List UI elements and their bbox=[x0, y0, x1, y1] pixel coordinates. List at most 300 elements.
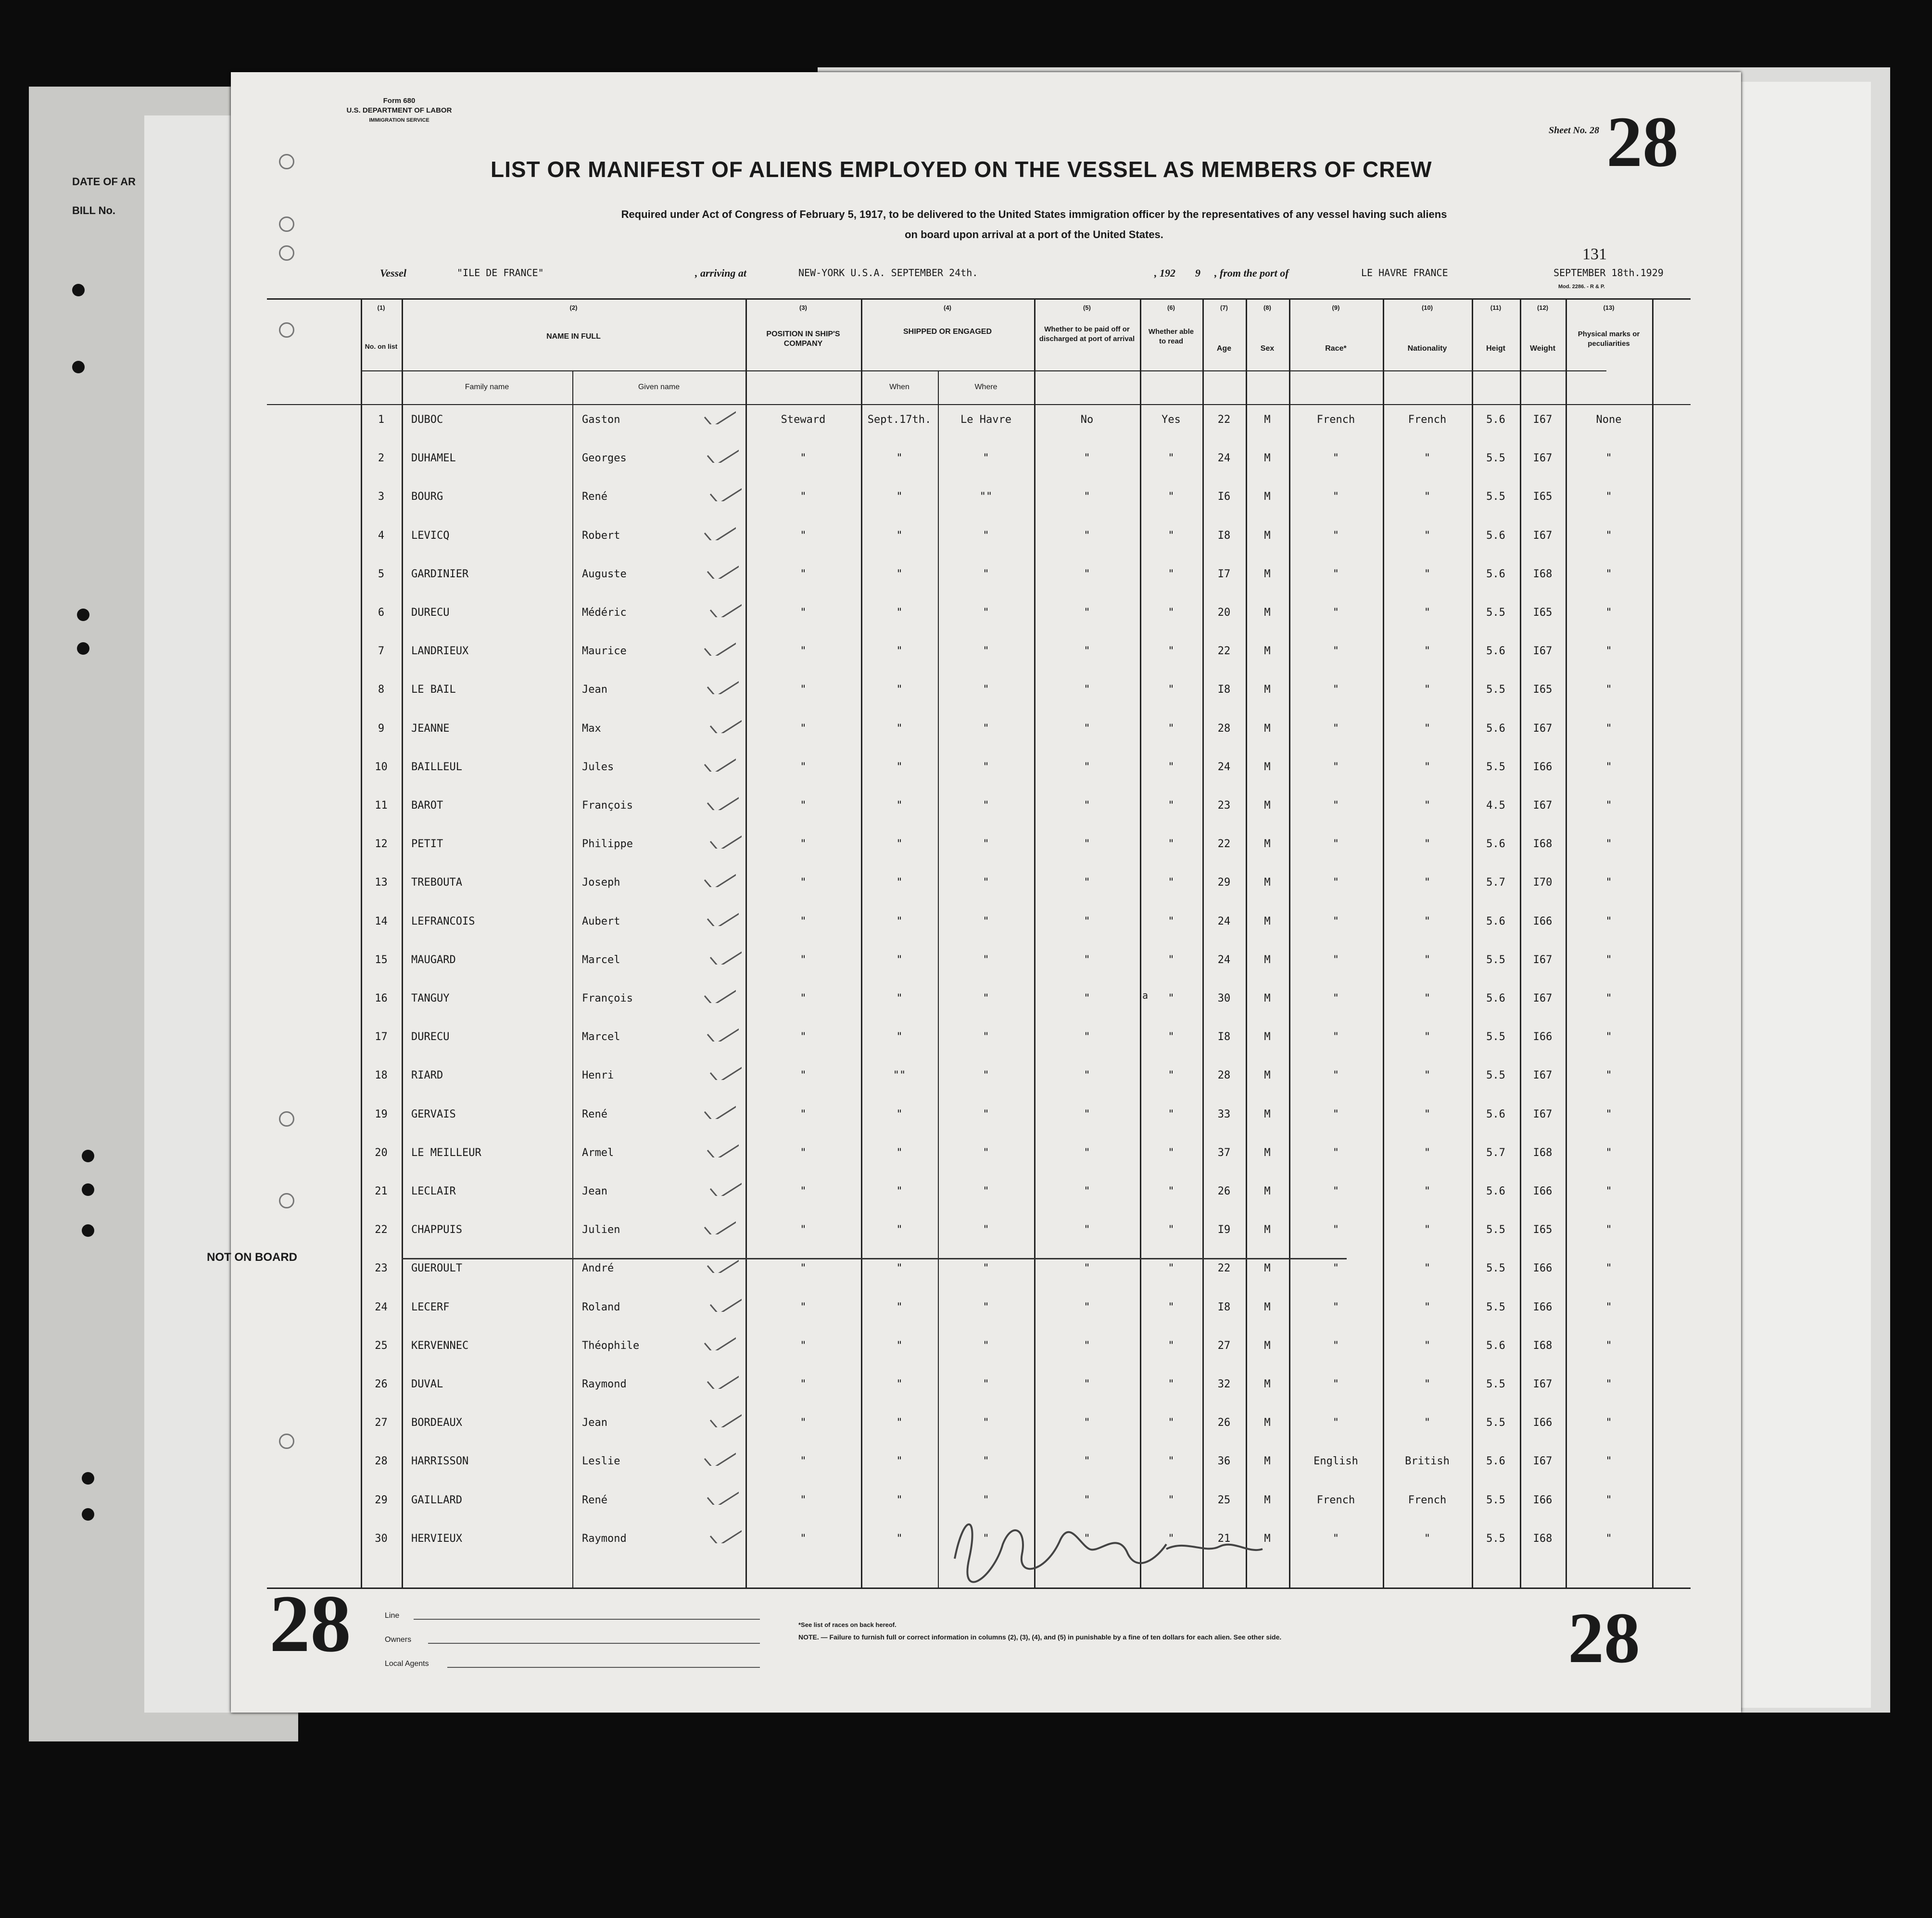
check-mark-icon bbox=[702, 984, 736, 1003]
cell-nat: " bbox=[1424, 1069, 1431, 1082]
cell-paid: " bbox=[1084, 1146, 1090, 1159]
cell-read: " bbox=[1168, 992, 1174, 1004]
sheet-number-label bbox=[1549, 125, 1599, 136]
footer-sheet-number-right: 28 bbox=[1568, 1598, 1640, 1678]
table-bottom-border bbox=[267, 1588, 1691, 1589]
cell-position: " bbox=[800, 1378, 807, 1390]
cell-weight: I65 bbox=[1533, 491, 1553, 503]
cell-height: 5.6 bbox=[1486, 645, 1505, 658]
cell-nat: " bbox=[1424, 1417, 1431, 1429]
cell-position: " bbox=[800, 915, 807, 927]
cell-position: Steward bbox=[781, 414, 826, 426]
cell-read: " bbox=[1168, 1417, 1174, 1429]
cell-when: " bbox=[896, 1146, 903, 1159]
cell-when: " bbox=[896, 761, 903, 773]
cell-paid: " bbox=[1084, 992, 1090, 1004]
cell-nat: " bbox=[1424, 800, 1431, 812]
cell-given: Julien bbox=[582, 1224, 620, 1236]
cell-family: TREBOUTA bbox=[411, 876, 462, 889]
cell-weight: I70 bbox=[1533, 876, 1553, 889]
cell-when: " bbox=[896, 491, 903, 503]
cell-where: " bbox=[983, 529, 989, 542]
cell-age: 36 bbox=[1217, 1455, 1231, 1468]
cell-marks: " bbox=[1605, 529, 1612, 542]
cell-age: 24 bbox=[1217, 452, 1231, 465]
cell-sex: M bbox=[1264, 1378, 1271, 1390]
sheet-number-small: 28 bbox=[1590, 125, 1599, 136]
cell-when: " bbox=[896, 452, 903, 465]
cell-sex: M bbox=[1264, 953, 1271, 966]
cell-read: " bbox=[1168, 607, 1174, 619]
cell-marks: " bbox=[1605, 452, 1612, 465]
cell-where: " bbox=[983, 800, 989, 812]
cell-race: " bbox=[1332, 1262, 1339, 1275]
cell-when: " bbox=[896, 876, 903, 889]
binding-hole-ring bbox=[279, 322, 294, 338]
cell-sex: M bbox=[1264, 491, 1271, 503]
cell-nat: " bbox=[1424, 1031, 1431, 1043]
cell-no: 22 bbox=[375, 1224, 388, 1236]
cell-position: " bbox=[800, 1494, 807, 1506]
departure-date: SEPTEMBER 18th.1929 bbox=[1553, 267, 1664, 279]
cell-sex: M bbox=[1264, 414, 1271, 426]
cell-no: 6 bbox=[378, 607, 385, 619]
cell-weight: I67 bbox=[1533, 800, 1553, 812]
cell-paid: " bbox=[1084, 953, 1090, 966]
cell-family: DUVAL bbox=[411, 1378, 443, 1390]
cell-race: " bbox=[1332, 1146, 1339, 1159]
col-given-header: Given name bbox=[638, 383, 680, 391]
cell-nat: " bbox=[1424, 491, 1431, 503]
check-mark-icon bbox=[708, 1293, 742, 1312]
cell-position: " bbox=[800, 491, 807, 503]
department-name: U.S. DEPARTMENT OF LABOR bbox=[346, 106, 452, 114]
cell-no: 5 bbox=[378, 568, 385, 580]
cell-sex: M bbox=[1264, 838, 1271, 851]
cell-when: " bbox=[896, 1494, 903, 1506]
cell-when: " bbox=[896, 1378, 903, 1390]
cell-paid: " bbox=[1084, 491, 1090, 503]
left-date-label: DATE OF AR bbox=[72, 176, 136, 188]
footer-agents-rule bbox=[447, 1667, 760, 1668]
cell-marks: " bbox=[1605, 953, 1612, 966]
cell-no: 1 bbox=[378, 414, 385, 426]
col-divider bbox=[402, 298, 403, 1588]
cell-given: Raymond bbox=[582, 1378, 627, 1390]
footer-line-label: Line bbox=[385, 1612, 400, 1620]
cell-position: " bbox=[800, 1031, 807, 1043]
cell-paid: " bbox=[1084, 1339, 1090, 1352]
binding-hole-ring bbox=[279, 1193, 294, 1208]
cell-marks: " bbox=[1605, 1185, 1612, 1197]
col-sex-header: Sex bbox=[1260, 344, 1275, 353]
cell-read: " bbox=[1168, 1224, 1174, 1236]
cell-paid: " bbox=[1084, 1301, 1090, 1313]
col-paid-header: Whether to be paid off or discharged at port of arrival bbox=[1039, 325, 1135, 343]
cell-race: " bbox=[1332, 645, 1339, 658]
cell-height: 5.6 bbox=[1486, 1108, 1505, 1120]
cell-position: " bbox=[800, 1224, 807, 1236]
cell-nat: French bbox=[1408, 414, 1447, 426]
cell-race: " bbox=[1332, 607, 1339, 619]
cell-marks: " bbox=[1605, 1532, 1612, 1545]
check-mark-icon bbox=[705, 1486, 739, 1505]
col-age-header: Age bbox=[1216, 344, 1232, 353]
cell-where: " bbox=[983, 1417, 989, 1429]
cell-marks: " bbox=[1605, 915, 1612, 927]
cell-where: " bbox=[983, 1455, 989, 1468]
cell-nat: " bbox=[1424, 1108, 1431, 1120]
cell-sex: M bbox=[1264, 1339, 1271, 1352]
cell-where: " bbox=[983, 452, 989, 465]
footnote-races: *See list of races on back hereof. bbox=[798, 1621, 897, 1628]
cell-sex: M bbox=[1264, 1455, 1271, 1468]
cell-age: 29 bbox=[1217, 876, 1231, 889]
cell-when: " bbox=[896, 1301, 903, 1313]
cell-race: English bbox=[1313, 1455, 1358, 1468]
cell-given: Philippe bbox=[582, 838, 633, 851]
cell-sex: M bbox=[1264, 568, 1271, 580]
cell-height: 5.5 bbox=[1486, 1262, 1505, 1275]
cell-paid: " bbox=[1084, 684, 1090, 696]
check-mark-icon bbox=[705, 559, 739, 579]
col-height-header: Heigt bbox=[1486, 344, 1505, 353]
cell-nat: " bbox=[1424, 1185, 1431, 1197]
col-sex-number: (8) bbox=[1263, 304, 1271, 311]
form-number: Form 680 bbox=[383, 97, 416, 105]
cell-height: 5.5 bbox=[1486, 761, 1505, 773]
cell-position: " bbox=[800, 645, 807, 658]
cell-family: MAUGARD bbox=[411, 953, 456, 966]
cell-weight: I67 bbox=[1533, 529, 1553, 542]
not-on-board-note: NOT ON BOARD bbox=[207, 1251, 297, 1264]
cell-marks: " bbox=[1605, 1146, 1612, 1159]
cell-no: 9 bbox=[378, 722, 385, 735]
cell-paid: " bbox=[1084, 1417, 1090, 1429]
cell-nat: " bbox=[1424, 992, 1431, 1004]
cell-height: 5.5 bbox=[1486, 684, 1505, 696]
cell-given: René bbox=[582, 491, 607, 503]
cell-nat: " bbox=[1424, 684, 1431, 696]
cell-where: Le Havre bbox=[960, 414, 1011, 426]
binding-hole-ring bbox=[279, 1111, 294, 1127]
cell-family: PETIT bbox=[411, 838, 443, 851]
binding-hole-ring bbox=[279, 245, 294, 261]
cell-family: BAROT bbox=[411, 800, 443, 812]
cell-family: BORDEAUX bbox=[411, 1417, 462, 1429]
cell-height: 5.5 bbox=[1486, 953, 1505, 966]
cell-given: Maurice bbox=[582, 645, 627, 658]
cell-age: 22 bbox=[1217, 1262, 1231, 1275]
col-divider bbox=[938, 370, 939, 1588]
cell-race: " bbox=[1332, 1185, 1339, 1197]
cell-family: BAILLEUL bbox=[411, 761, 462, 773]
cell-when: " bbox=[896, 645, 903, 658]
cell-weight: I67 bbox=[1533, 1069, 1553, 1082]
cell-marks: " bbox=[1605, 1301, 1612, 1313]
cell-age: 22 bbox=[1217, 645, 1231, 658]
cell-where: " bbox=[983, 838, 989, 851]
header-bottom-border bbox=[267, 404, 1691, 405]
cell-height: 5.6 bbox=[1486, 529, 1505, 542]
cell-paid: " bbox=[1084, 1224, 1090, 1236]
cell-age: 32 bbox=[1217, 1378, 1231, 1390]
cell-given: René bbox=[582, 1494, 607, 1506]
cell-family: GUEROULT bbox=[411, 1262, 462, 1275]
cell-weight: I68 bbox=[1533, 838, 1553, 851]
cell-sex: M bbox=[1264, 915, 1271, 927]
cell-where: " bbox=[983, 722, 989, 735]
cell-read: " bbox=[1168, 1146, 1174, 1159]
cell-weight: I66 bbox=[1533, 1185, 1553, 1197]
check-mark-icon bbox=[702, 636, 736, 656]
cell-no: 28 bbox=[375, 1455, 388, 1468]
check-mark-icon bbox=[708, 1408, 742, 1427]
cell-weight: I65 bbox=[1533, 684, 1553, 696]
cell-where: " bbox=[983, 684, 989, 696]
cell-position: " bbox=[800, 953, 807, 966]
cell-marks: " bbox=[1605, 761, 1612, 773]
cell-race: " bbox=[1332, 1069, 1339, 1082]
cell-read: " bbox=[1168, 953, 1174, 966]
cell-paid: " bbox=[1084, 645, 1090, 658]
cell-family: LECERF bbox=[411, 1301, 450, 1313]
cell-sex: M bbox=[1264, 1301, 1271, 1313]
cell-family: DUBOC bbox=[411, 414, 443, 426]
cell-weight: I68 bbox=[1533, 1532, 1553, 1545]
cell-paid: " bbox=[1084, 1108, 1090, 1120]
cell-read: " bbox=[1168, 761, 1174, 773]
cell-family: GAILLARD bbox=[411, 1494, 462, 1506]
from-port-label: , from the port of bbox=[1214, 267, 1289, 279]
check-mark-icon bbox=[705, 907, 739, 926]
cell-given: Jean bbox=[582, 684, 607, 696]
cell-nat: " bbox=[1424, 1224, 1431, 1236]
cell-paid: " bbox=[1084, 1262, 1090, 1275]
cell-family: HERVIEUX bbox=[411, 1532, 462, 1545]
cell-where: " bbox=[983, 1146, 989, 1159]
cell-when: " bbox=[896, 838, 903, 851]
cell-where: " bbox=[983, 1069, 989, 1082]
cell-no: 29 bbox=[375, 1494, 388, 1506]
cell-when: " bbox=[896, 953, 903, 966]
cell-family: DUHAMEL bbox=[411, 452, 456, 465]
cell-sex: M bbox=[1264, 1069, 1271, 1082]
cell-age: 20 bbox=[1217, 607, 1231, 619]
cell-when: " bbox=[896, 1185, 903, 1197]
cell-race: French bbox=[1316, 414, 1355, 426]
cell-marks: " bbox=[1605, 1108, 1612, 1120]
cell-paid: " bbox=[1084, 915, 1090, 927]
cell-race: " bbox=[1332, 722, 1339, 735]
cell-position: " bbox=[800, 529, 807, 542]
page-title: LIST OR MANIFEST OF ALIENS EMPLOYED ON THE VESSEL AS MEMBERS OF CREW bbox=[491, 157, 1432, 182]
cell-position: " bbox=[800, 876, 807, 889]
cell-family: CHAPPUIS bbox=[411, 1224, 462, 1236]
cell-position: " bbox=[800, 568, 807, 580]
cell-read: " bbox=[1168, 876, 1174, 889]
cell-height: 5.5 bbox=[1486, 1301, 1505, 1313]
cell-height: 5.6 bbox=[1486, 414, 1505, 426]
cell-age: 28 bbox=[1217, 722, 1231, 735]
cell-age: 37 bbox=[1217, 1146, 1231, 1159]
cell-position: " bbox=[800, 1339, 807, 1352]
cell-when: " bbox=[896, 800, 903, 812]
cell-when: " bbox=[896, 607, 903, 619]
cell-paid: " bbox=[1084, 1185, 1090, 1197]
page-subtitle bbox=[361, 204, 1707, 245]
check-mark-icon bbox=[708, 1524, 742, 1543]
cell-nat: " bbox=[1424, 645, 1431, 658]
cell-position: " bbox=[800, 722, 807, 735]
cell-no: 24 bbox=[375, 1301, 388, 1313]
from-port: LE HAVRE FRANCE bbox=[1361, 267, 1448, 279]
cell-nat: " bbox=[1424, 838, 1431, 851]
cell-no: 25 bbox=[375, 1339, 388, 1352]
punch-hole bbox=[77, 609, 89, 621]
cell-weight: I68 bbox=[1533, 1339, 1553, 1352]
cell-where: " bbox=[983, 1031, 989, 1043]
cell-age: I8 bbox=[1217, 1031, 1231, 1043]
cell-race: " bbox=[1332, 684, 1339, 696]
cell-where: " bbox=[983, 568, 989, 580]
cell-sex: M bbox=[1264, 1146, 1271, 1159]
check-mark-icon bbox=[705, 1022, 739, 1042]
cell-marks: " bbox=[1605, 1494, 1612, 1506]
cell-position: " bbox=[800, 800, 807, 812]
cell-height: 5.5 bbox=[1486, 1069, 1505, 1082]
service-name: IMMIGRATION SERVICE bbox=[369, 117, 429, 123]
cell-given: Médéric bbox=[582, 607, 627, 619]
cell-sex: M bbox=[1264, 722, 1271, 735]
cell-position: " bbox=[800, 761, 807, 773]
cell-race: " bbox=[1332, 953, 1339, 966]
cell-height: 5.6 bbox=[1486, 1339, 1505, 1352]
check-mark-icon bbox=[702, 1215, 736, 1234]
cell-where: " bbox=[983, 1339, 989, 1352]
punch-hole bbox=[72, 284, 85, 296]
cell-when: " bbox=[896, 722, 903, 735]
cell-weight: I66 bbox=[1533, 1262, 1553, 1275]
mod-line: Mod. 2286. - R & P. bbox=[1558, 284, 1605, 290]
cell-given: Joseph bbox=[582, 876, 620, 889]
cell-weight: I67 bbox=[1533, 1378, 1553, 1390]
cell-marks: " bbox=[1605, 684, 1612, 696]
cell-when: " bbox=[896, 684, 903, 696]
cell-height: 4.5 bbox=[1486, 800, 1505, 812]
cell-family: DURECU bbox=[411, 607, 450, 619]
cell-where: " bbox=[983, 953, 989, 966]
cell-weight: I66 bbox=[1533, 1031, 1553, 1043]
cell-marks: " bbox=[1605, 992, 1612, 1004]
cell-where: " bbox=[983, 607, 989, 619]
cell-age: 30 bbox=[1217, 992, 1231, 1004]
cell-height: 5.6 bbox=[1486, 1455, 1505, 1468]
cell-when: "" bbox=[893, 1069, 906, 1082]
cell-age: 26 bbox=[1217, 1185, 1231, 1197]
cell-read: " bbox=[1168, 491, 1174, 503]
cell-position: " bbox=[800, 1417, 807, 1429]
footer-owners-label: Owners bbox=[385, 1636, 412, 1644]
cell-no: 19 bbox=[375, 1108, 388, 1120]
cell-sex: M bbox=[1264, 992, 1271, 1004]
check-mark-icon bbox=[705, 675, 739, 694]
table-top-border bbox=[267, 298, 1691, 300]
cell-race: " bbox=[1332, 1224, 1339, 1236]
cell-nat: " bbox=[1424, 876, 1431, 889]
sheet-label-text: Sheet No. bbox=[1549, 125, 1587, 136]
cell-race: " bbox=[1332, 1532, 1339, 1545]
cell-height: 5.5 bbox=[1486, 1494, 1505, 1506]
cell-family: GARDINIER bbox=[411, 568, 469, 580]
cell-position: " bbox=[800, 1069, 807, 1082]
footnote-penalty: NOTE. — Failure to furnish full or correct information in columns (2), (3), (4), and (5) in punishable by a fine of ten dollars for each alien. See other side. bbox=[798, 1633, 1282, 1641]
cell-race: " bbox=[1332, 491, 1339, 503]
cell-marks: " bbox=[1605, 1031, 1612, 1043]
cell-given: Jean bbox=[582, 1417, 607, 1429]
cell-nat: " bbox=[1424, 452, 1431, 465]
cell-marks: " bbox=[1605, 1455, 1612, 1468]
cell-nat: " bbox=[1424, 1262, 1431, 1275]
cell-age: I8 bbox=[1217, 529, 1231, 542]
cell-family: LE BAIL bbox=[411, 684, 456, 696]
cell-given: Armel bbox=[582, 1146, 614, 1159]
subtitle-line-2: on board upon arrival at a port of the United States. bbox=[905, 229, 1163, 241]
cell-nat: " bbox=[1424, 607, 1431, 619]
cell-race: " bbox=[1332, 1339, 1339, 1352]
binding-hole-ring bbox=[279, 154, 294, 169]
cell-given: Robert bbox=[582, 529, 620, 542]
check-mark-icon bbox=[708, 945, 742, 965]
cell-paid: " bbox=[1084, 1455, 1090, 1468]
punch-hole bbox=[82, 1150, 94, 1162]
cell-nat: " bbox=[1424, 915, 1431, 927]
cell-family: TANGUY bbox=[411, 992, 450, 1004]
cell-no: 17 bbox=[375, 1031, 388, 1043]
cell-when: " bbox=[896, 1108, 903, 1120]
cell-paid: " bbox=[1084, 761, 1090, 773]
cell-read: " bbox=[1168, 1455, 1174, 1468]
row-14-annotation: a bbox=[1142, 990, 1149, 1001]
cell-height: 5.5 bbox=[1486, 1417, 1505, 1429]
cell-given: Gaston bbox=[582, 414, 620, 426]
cell-position: " bbox=[800, 1262, 807, 1275]
cell-marks: " bbox=[1605, 1417, 1612, 1429]
cell-paid: " bbox=[1084, 529, 1090, 542]
cell-marks: " bbox=[1605, 1339, 1612, 1352]
cell-no: 3 bbox=[378, 491, 385, 503]
col-weight-number: (12) bbox=[1537, 304, 1549, 311]
cell-nat: " bbox=[1424, 953, 1431, 966]
cell-sex: M bbox=[1264, 1185, 1271, 1197]
cell-race: " bbox=[1332, 992, 1339, 1004]
cell-race: " bbox=[1332, 452, 1339, 465]
arriving-place: NEW-YORK U.S.A. SEPTEMBER 24th. bbox=[798, 267, 978, 279]
cell-given: Aubert bbox=[582, 915, 620, 927]
col-divider bbox=[1652, 298, 1654, 1588]
cell-family: BOURG bbox=[411, 491, 443, 503]
cell-where: " bbox=[983, 645, 989, 658]
cell-height: 5.5 bbox=[1486, 1224, 1505, 1236]
cell-read: " bbox=[1168, 915, 1174, 927]
cell-nat: " bbox=[1424, 761, 1431, 773]
cell-nat: " bbox=[1424, 1339, 1431, 1352]
cell-no: 30 bbox=[375, 1532, 388, 1545]
col-shipped-number: (4) bbox=[944, 304, 951, 311]
cell-when: " bbox=[896, 1031, 903, 1043]
cell-marks: " bbox=[1605, 722, 1612, 735]
cell-read: " bbox=[1168, 800, 1174, 812]
